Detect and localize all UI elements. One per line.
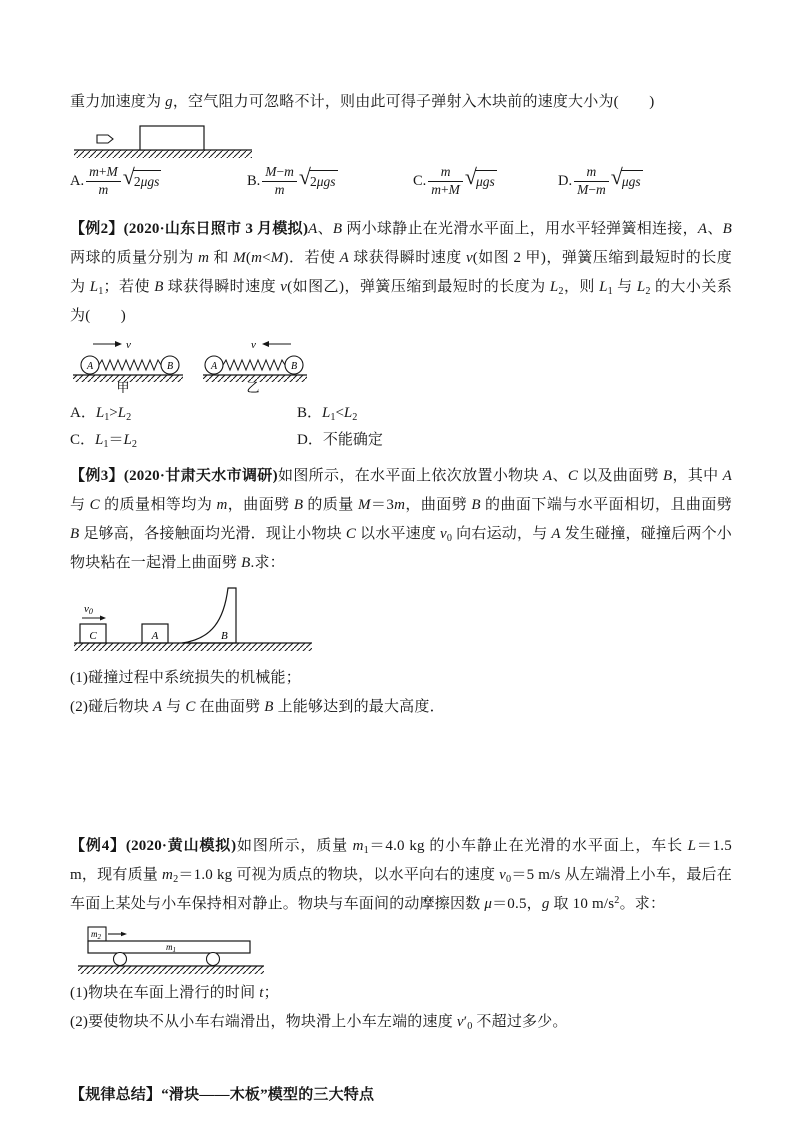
fraction-numerator [574,165,609,182]
text-segment: A [152,699,163,715]
text-segment: m [595,181,606,197]
velocity-label: v [251,339,256,351]
text-segment: B [70,526,80,542]
text-segment: L [343,405,353,421]
text-segment: 如图所示，质量 [236,838,353,854]
text-segment: A [542,468,553,484]
fraction-numerator [262,165,297,182]
text-segment: g [165,94,173,110]
example3-question1 [70,664,732,693]
text-segment: 2 [126,412,132,424]
text-segment: ，则 [563,279,600,295]
text-segment: 上能够达到的最大高度． [273,699,445,715]
text-segment: 0 [467,1021,473,1033]
option-a [70,400,297,427]
text-segment: ＝4.0 kg 的小车静止在光滑的水平面上，车长 [368,838,688,854]
text-segment: − [588,181,596,197]
text-segment: B [293,497,304,513]
text-segment: v [465,250,473,266]
text-segment: μ [484,896,493,912]
text-segment: C [89,497,100,513]
text-segment: B． [297,405,323,421]
text-segment: μgs [140,174,160,190]
text-segment: A [722,468,732,484]
text-segment: 和 [209,250,234,266]
text-segment: 2 [133,174,141,190]
text-segment: 2 [558,286,564,298]
text-segment: 发生碰撞，碰撞后两个小物块粘在一起滑上曲面劈 [70,526,732,571]
option-a [70,165,161,198]
text-segment: B [662,468,673,484]
text-segment: t [259,985,264,1001]
cart-m1-label: $m_1$ [166,942,176,954]
example2-options [70,400,732,454]
text-segment: m [98,181,109,197]
text-segment: L [322,405,331,421]
text-segment: 足够高，各接触面均光滑．现让小物块 [79,526,346,542]
problem1-options [70,163,732,209]
option-d [297,427,732,454]
text-segment: B [264,699,274,715]
wheel-icon [207,953,220,966]
text-segment: ＝0.5， [492,896,542,912]
option-d [558,165,643,198]
text-segment: (2020·山东日照市 3 月模拟) [123,221,309,237]
option-b [297,400,732,427]
radical-sign-icon: √ [122,164,135,190]
text-segment: ＝ [108,432,124,448]
arrowhead-icon [115,341,122,347]
text-segment: 取 10 m/s [549,896,615,912]
text-segment: 2 [645,286,651,298]
text-segment: m [162,867,174,883]
text-segment: M [233,250,246,266]
text-segment: 2 [310,174,317,190]
text-segment: μgs [476,174,495,190]
example2-stem [70,215,732,331]
text-segment: 2 [173,874,179,886]
text-segment: 两小球静止在光滑水平面上，用水平轻弹簧相连接， [342,221,698,237]
text-segment: .求： [250,555,285,571]
text-segment: L [549,279,559,295]
example4-stem [70,832,732,919]
fraction-denominator [86,182,121,198]
text-segment: “滑块——木板”模型的三大特点 [161,1087,375,1103]
text-segment: ＝5 m/s 从左端滑上小车，最后在车面上某处与小车保持相对静止。物块与车面间的动摩擦因数 [70,867,732,912]
text-segment: 向右运动，与 [452,526,552,542]
text-segment: 1 [103,439,109,451]
text-segment: M [577,181,589,197]
block-a-label: A [151,630,159,642]
wood-block [140,126,204,150]
text-segment: 以及曲面劈 [578,468,663,484]
fraction [428,165,463,198]
text-segment: 如图所示，在水平面上依次放置小物块 [277,468,543,484]
bullet-icon [97,135,113,143]
radical [298,164,338,192]
option-c [70,427,297,454]
summary-heading [70,1081,732,1110]
text-segment: m [251,250,263,266]
caption-jia: 甲 [116,380,130,393]
text-segment: A． [70,405,96,421]
ground-hatch [74,150,252,158]
fraction [574,165,609,198]
text-segment: m [198,250,210,266]
text-segment: m [586,164,597,179]
text-segment: L [95,405,105,421]
text-segment: m [440,164,451,179]
velocity-label: v [126,339,131,351]
text-segment: 【规律总结】 [70,1087,162,1103]
figure-cart [78,923,273,975]
figure-bullet-block [72,121,262,159]
text-segment: ＝1.0 kg 可视为质点的物块，以水平向右的速度 [178,867,500,883]
text-segment: 、 [317,221,333,237]
text-segment: g [541,896,550,912]
radicand [621,170,643,191]
text-segment: (2020·黄山模拟) [125,838,237,854]
text-segment: L [599,279,608,295]
text-segment: μgs [621,174,641,190]
text-segment: L [123,432,132,448]
text-segment: m [352,838,364,854]
blank-space [70,722,732,832]
option-c [413,165,497,198]
text-segment: L [636,279,646,295]
curved-wedge-b [182,588,236,643]
text-segment: L [89,279,99,295]
radical [610,164,643,192]
block-c-label: C [89,630,97,642]
fraction-denominator [574,182,609,198]
text-segment: 的曲面下端与水平面相切，且曲面劈 [480,497,733,513]
text-segment: (如图乙)，弹簧压缩到最短时的长度为 [287,279,550,295]
radical [464,164,497,192]
text-segment: 2 [614,894,620,906]
text-segment: B [722,221,732,237]
text-segment: ＝3 [370,497,395,513]
text-segment: A [551,526,561,542]
text-segment: M [357,497,371,513]
text-segment: L [95,432,104,448]
text-segment: ； [263,985,279,1001]
text-segment: M [270,250,284,266]
text-segment: 【例2】 [70,221,124,237]
text-segment: 球获得瞬时速度 [163,279,281,295]
text-segment: 、 [552,468,568,484]
v0-label: v0 [84,603,93,616]
text-segment: (如图 2 甲)，弹簧压缩到最短时的长度为 [70,250,732,295]
text-segment: 【例4】 [70,838,126,854]
option-b [247,165,338,198]
text-segment: B [332,221,343,237]
blank-space [70,1037,732,1081]
text-segment: m [274,181,285,197]
text-segment: C [567,468,579,484]
text-segment: m [89,164,99,179]
text-segment: ，曲面劈 [405,497,472,513]
text-segment: 2 [131,439,137,451]
option-label: A. [70,172,85,189]
text-segment: m [394,497,406,513]
text-segment: A [339,250,350,266]
text-segment: (2)要使物块不从小车右端滑出，物块滑上小车左端的速度 [70,1014,457,1030]
text-segment: − [276,164,285,179]
text-segment: (2020·甘肃天水市调研) [123,468,278,484]
text-segment: M [106,164,118,179]
option-label: D. [558,172,573,189]
spring-diagram-yi [203,339,307,393]
option-label: B. [247,172,261,189]
text-segment: 重力加速度为 [70,94,166,110]
radicand [309,170,338,191]
text-segment: 【例3】 [70,468,124,484]
text-segment: C [185,699,196,715]
text-segment: v [499,867,507,883]
text-segment: 、 [707,221,723,237]
text-segment: 0 [446,533,453,545]
ball-a-label: A [86,361,94,372]
ball-b-label: B [166,361,174,372]
text-segment: A [308,221,318,237]
text-segment: 球获得瞬时速度 [349,250,466,266]
ground-hatch [74,643,312,651]
spring-icon [223,360,285,370]
fraction-denominator [262,182,297,198]
text-segment: 1 [330,412,336,424]
text-segment: m [431,181,442,197]
text-segment: 1 [104,412,110,424]
fraction-numerator [428,165,463,182]
example3-question2 [70,693,732,722]
text-segment: v [440,526,447,542]
radical-sign-icon: √ [610,164,623,190]
spring-diagram-jia [73,339,183,393]
radicand [475,170,497,191]
text-segment: ；若使 [103,279,155,295]
text-segment: 1 [98,286,104,298]
fraction [86,165,121,198]
text-segment: B [241,555,251,571]
text-segment: 两球的质量分别为 [70,250,199,266]
text-segment: L [117,405,127,421]
radical-sign-icon: √ [464,164,477,190]
example4-question2 [70,1008,732,1037]
text-segment: A [697,221,708,237]
text-segment: > [109,405,118,421]
text-segment: 的质量相等均为 [99,497,217,513]
text-segment: 的大小关系为( ) [70,279,733,324]
text-segment: 与 [162,699,186,715]
arrowhead-icon [121,932,127,936]
text-segment: D．不能确定 [297,432,383,448]
text-segment: M [265,164,277,179]
text-segment: 与 [70,497,90,513]
text-segment: + [98,164,107,179]
text-segment: ＝1.5 m，现有质量 [70,838,732,883]
text-segment: 0 [506,874,512,886]
text-segment: (2)碰后物块 [70,699,153,715]
arrowhead-icon [100,616,106,621]
text-segment: 在曲面劈 [195,699,265,715]
text-segment: )．若使 [283,250,340,266]
spring-icon [99,360,161,370]
text-segment: B [471,497,481,513]
example3-stem [70,462,732,578]
block-m2-label: $m_2$ [91,929,101,941]
fraction [262,165,297,198]
text-segment: 。求： [619,896,666,912]
text-segment: m [216,497,228,513]
text-segment: C． [70,432,96,448]
text-segment: m [284,164,294,179]
text-segment: ，其中 [672,468,723,484]
figure-springs [73,337,315,393]
ball-a-label: A [210,361,218,372]
text-segment: ′ [463,1014,468,1030]
text-segment: v [456,1014,464,1030]
text-segment: 1 [607,286,613,298]
text-segment: < [262,250,271,266]
example4-question1 [70,979,732,1008]
radical-sign-icon: √ [298,164,311,190]
text-segment: ，曲面劈 [227,497,294,513]
ground-hatch [78,966,264,974]
text-segment: ( [245,250,252,266]
wedge-b-label: B [221,630,228,642]
text-segment: 与 [612,279,637,295]
text-segment: L [687,838,697,854]
arrowhead-icon [262,341,269,347]
text-segment: C [345,526,357,542]
text-segment: v [280,279,288,295]
text-segment: (1)碰撞过程中系统损失的机械能； [70,670,301,686]
text-segment: B [154,279,164,295]
figure-wedge [72,582,317,660]
fraction-numerator [86,165,121,182]
text-segment: + [441,181,449,197]
text-segment: μgs [316,174,336,190]
text-segment: M [448,181,460,197]
option-label: C. [413,172,427,189]
text-segment: (1)物块在车面上滑行的时间 [70,985,260,1001]
radical [122,164,162,192]
text-segment: ，空气阻力可忽略不计，则由此可得子弹射入木块前的速度大小为( ) [172,94,655,110]
text-segment: 2 [352,412,358,424]
text-segment: 1 [363,845,369,857]
problem1-stem [70,88,732,117]
caption-yi: 乙 [246,380,260,393]
radicand [133,170,162,191]
wheel-icon [114,953,127,966]
text-segment: 的质量 [303,497,358,513]
ball-b-label: B [290,361,298,372]
text-segment: 以水平速度 [356,526,441,542]
text-segment: 不超过多少。 [472,1014,568,1030]
fraction-denominator [428,182,463,198]
text-segment: < [335,405,344,421]
